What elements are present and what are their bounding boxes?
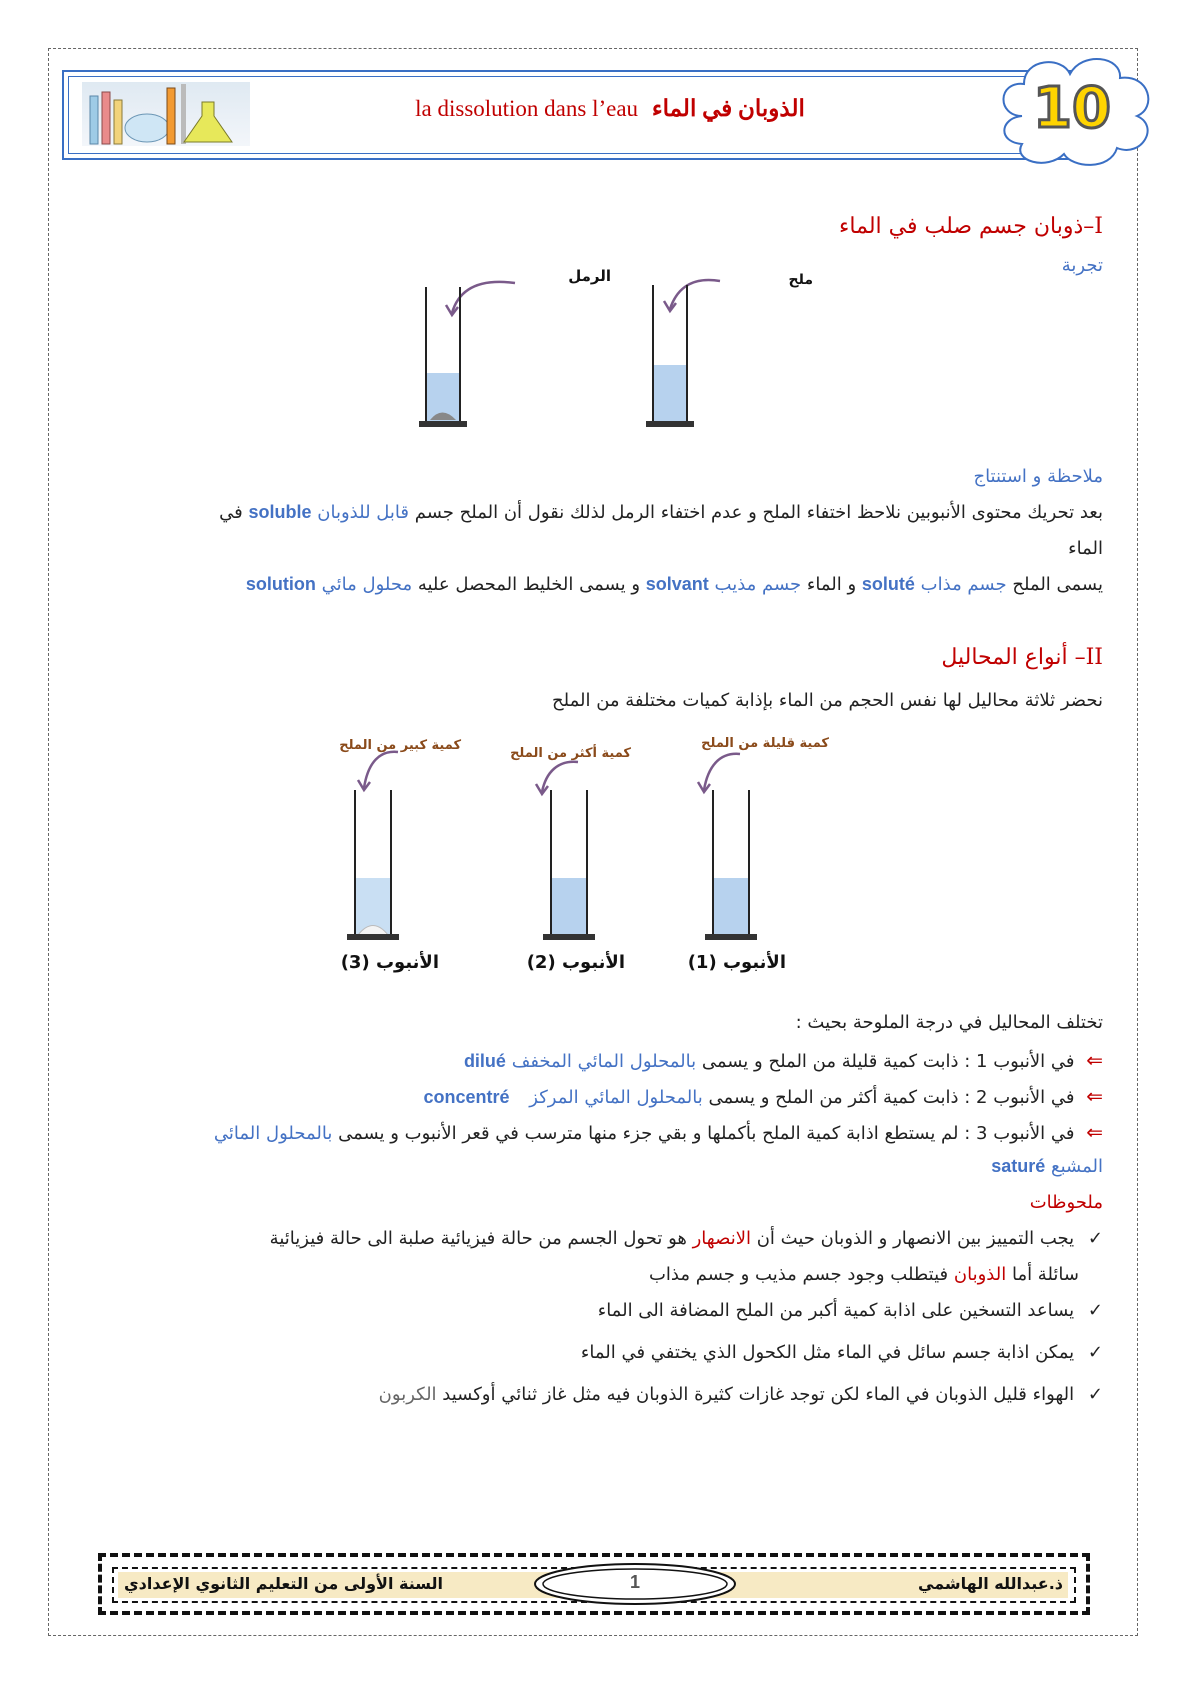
- experiment-figure-2: [320, 740, 840, 960]
- check-icon: ✓: [1087, 1384, 1103, 1405]
- p2-solute-ar: جسم مذاب: [920, 574, 1007, 595]
- p1-soluble-fr: soluble: [248, 502, 312, 522]
- b2-concentrated-fr: concentré: [423, 1087, 510, 1107]
- tube1-label: الأنبوب (1): [687, 952, 786, 973]
- paragraph1-line1: [219, 502, 1103, 523]
- section2-heading-number: II: [1085, 645, 1103, 670]
- differ-sentence: تختلف المحاليل في درجة الملوحة بحيث :: [795, 1012, 1103, 1033]
- n4-text-b: الكربون: [378, 1384, 437, 1405]
- b3-text: في الأنبوب 3 : لم يستطع اذابة كمية الملح بأكملها و بقي جزء منها مترسب في قعر الأنبوب و يسمى: [338, 1123, 1075, 1144]
- section2-heading: [941, 645, 1103, 670]
- footer-author: ذ.عبدالله الهاشمي: [918, 1574, 1063, 1593]
- bullet-tube3-line2: [991, 1156, 1103, 1177]
- bullet-tube2: [424, 1084, 1103, 1108]
- sand-label: الرمل: [568, 267, 611, 285]
- lesson-title-ar: الذوبان في الماء: [651, 96, 805, 121]
- n1-text-a: يجب التمييز بين الانصهار و الذوبان حيث أن: [756, 1228, 1075, 1249]
- n1-text-c: هو تحول الجسم من حالة فيزيائية صلبة الى حالة فيزيائية: [269, 1228, 687, 1249]
- b2-text: في الأنبوب 2 : ذابت كمية أكثر من الملح و يسمى: [708, 1087, 1075, 1108]
- lesson-number: 10: [1033, 76, 1111, 141]
- paragraph2: [246, 574, 1103, 595]
- p2-text-g: و يسمى الخليط المحصل عليه: [417, 574, 641, 595]
- b3-saturated-ar-a: بالمحلول المائي: [213, 1123, 333, 1144]
- p2-solution-fr: solution: [245, 574, 316, 594]
- check-icon: ✓: [1087, 1228, 1103, 1249]
- section2-intro: نحضر ثلاثة محاليل لها نفس الحجم من الماء بإذابة كميات مختلفة من الملح: [552, 690, 1103, 711]
- note1-line1: [270, 1228, 1103, 1249]
- check-icon: ✓: [1087, 1342, 1103, 1363]
- p1-text-a: بعد تحريك محتوى الأنبوبين نلاحظ اختفاء الملح و عدم اختفاء الرمل لذلك نقول أن الملح جسم: [414, 502, 1103, 523]
- p1-text-d: في: [219, 502, 243, 523]
- note2: [598, 1300, 1103, 1321]
- b3-saturated-fr: saturé: [991, 1156, 1046, 1176]
- p1-soluble-ar: قابل للذوبان: [317, 502, 410, 523]
- lesson-title-fr: la dissolution dans l’eau: [415, 96, 639, 121]
- tube2-quantity-label: كمية أكثر من الملح: [510, 746, 631, 761]
- b2-concentrated-ar: بالمحلول المائي المركز: [529, 1087, 703, 1108]
- page-number: 1: [629, 1572, 640, 1592]
- p2-text-a: يسمى الملح: [1012, 574, 1103, 595]
- n3-text: يمكن اذابة جسم سائل في الماء مثل الكحول الذي يختفي في الماء: [580, 1342, 1075, 1363]
- tube2-label: الأنبوب (2): [526, 952, 625, 973]
- n1-text-f: فيتطلب وجود جسم مذيب و جسم مذاب: [648, 1264, 949, 1285]
- section2-heading-text: – أنواع المحاليل: [941, 645, 1086, 670]
- bullet-tube1: [464, 1048, 1103, 1072]
- note4: [379, 1384, 1103, 1405]
- n2-text: يساعد التسخين على اذابة كمية أكبر من الملح المضافة الى الماء: [597, 1300, 1075, 1321]
- arrow-icon: ⇐: [1086, 1120, 1103, 1144]
- b1-dilute-ar: بالمحلول المائي المخفف: [511, 1051, 697, 1072]
- tube3-label: الأنبوب (3): [340, 952, 439, 973]
- experiment-label: تجربة: [1061, 255, 1103, 276]
- lesson-title: [300, 96, 920, 122]
- tube1-quantity-label: كمية قليلة من الملح: [701, 736, 829, 751]
- b1-text: في الأنبوب 1 : ذابت كمية قليلة من الملح و يسمى: [701, 1051, 1075, 1072]
- section1-heading-text: –ذوبان جسم صلب في الماء: [839, 214, 1095, 239]
- b1-dilute-fr: dilué: [463, 1051, 506, 1071]
- n1-melting: الانصهار: [692, 1228, 751, 1249]
- p2-solution-ar: محلول مائي: [321, 574, 413, 595]
- paragraph1-line2: الماء: [1068, 538, 1103, 559]
- section1-heading-number: I: [1094, 214, 1103, 239]
- observation-title: ملاحظة و استنتاج: [973, 466, 1103, 487]
- b3-saturated-ar-b: المشبع: [1051, 1156, 1103, 1177]
- arrow-icon: ⇐: [1086, 1084, 1103, 1108]
- p2-solute-fr: soluté: [861, 574, 915, 594]
- section1-heading: [839, 214, 1103, 239]
- note1-line2: [649, 1264, 1079, 1285]
- experiment-figure-1: [400, 255, 820, 470]
- tube3-quantity-label: كمية كبير من الملح: [339, 738, 461, 753]
- footer-level: السنة الأولى من التعليم الثانوي الإعدادي: [123, 1574, 443, 1593]
- n1-dissolution: الذوبان: [953, 1264, 1007, 1285]
- notes-title: ملحوظات: [1029, 1192, 1103, 1213]
- p2-text-d: و الماء: [806, 574, 857, 595]
- note3: [581, 1342, 1103, 1363]
- arrow-icon: ⇐: [1086, 1048, 1103, 1072]
- bullet-tube3-line1: [214, 1120, 1103, 1144]
- p2-solvent-ar: جسم مذيب: [714, 574, 802, 595]
- p2-solvent-fr: solvant: [645, 574, 709, 594]
- n4-text-a: الهواء قليل الذوبان في الماء لكن توجد غازات كثيرة الذوبان فيه مثل غاز ثنائي أوكسيد: [442, 1384, 1075, 1405]
- lab-glassware-image: [82, 82, 250, 146]
- n1-text-d: سائلة أما: [1011, 1264, 1079, 1285]
- check-icon: ✓: [1087, 1300, 1103, 1321]
- salt-label: ملح: [788, 272, 813, 288]
